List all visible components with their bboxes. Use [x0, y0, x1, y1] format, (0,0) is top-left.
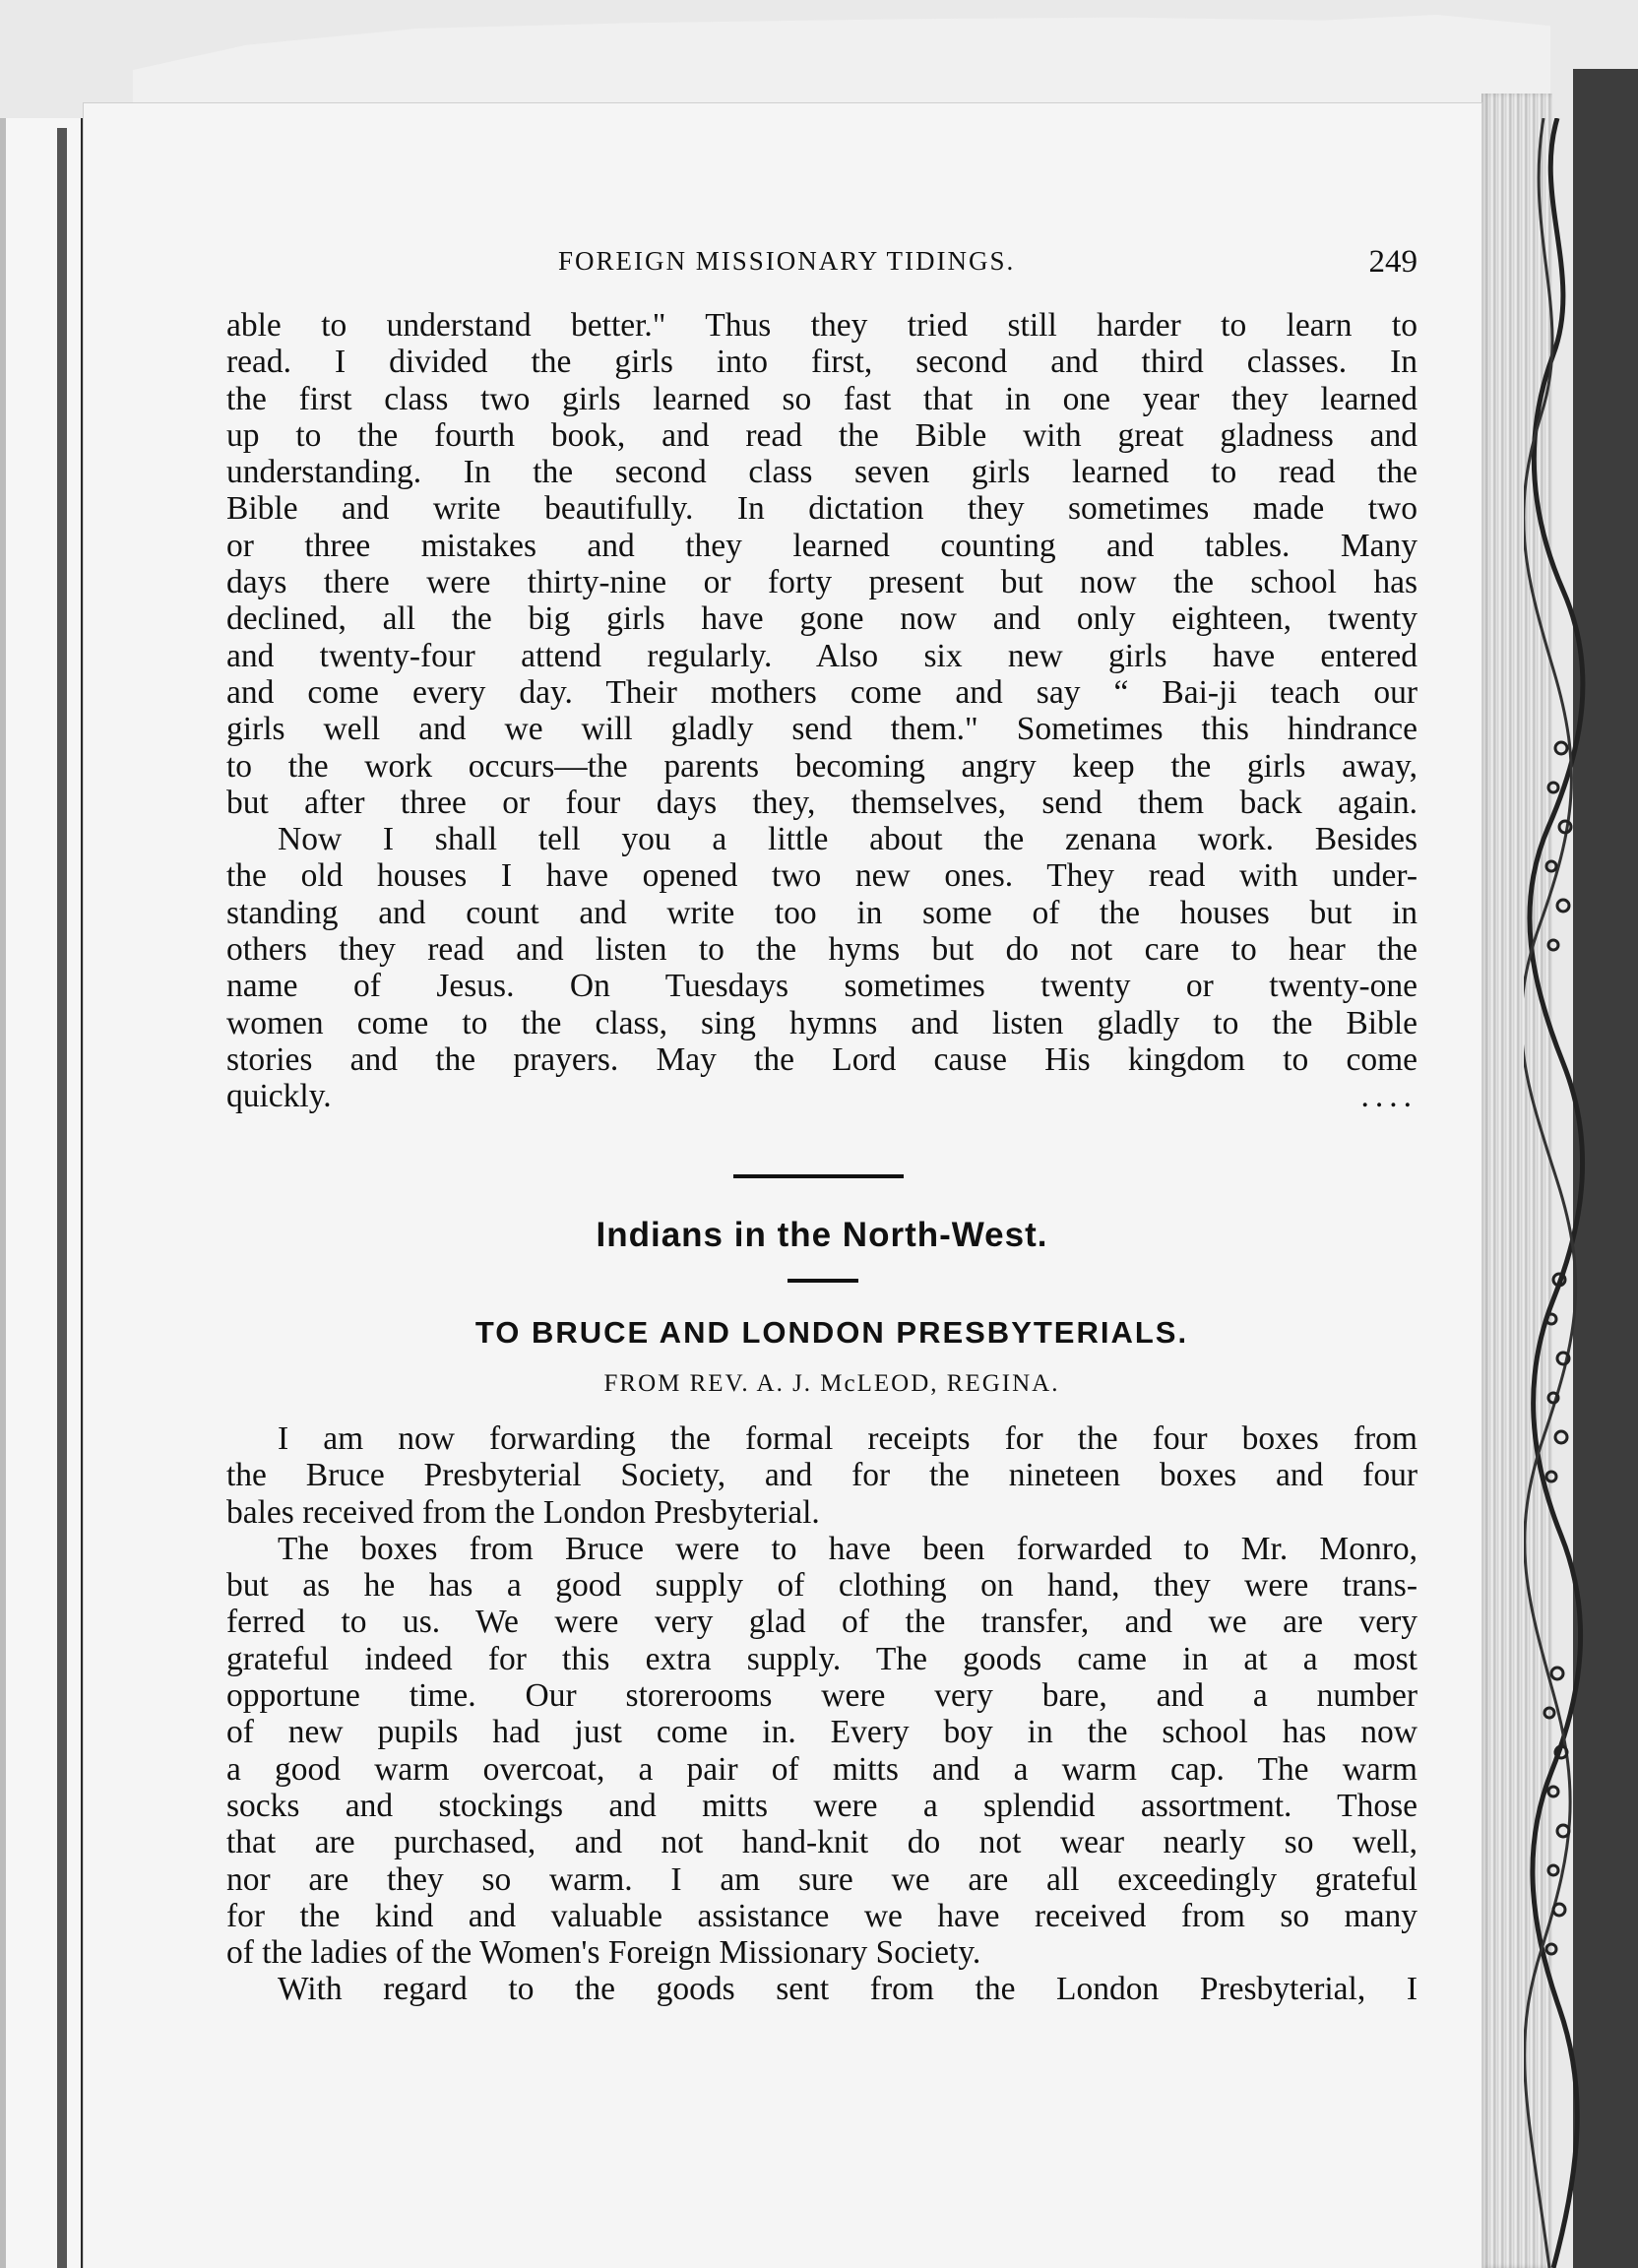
text-line: up to the fourth book, and read the Bible with great gladness and — [226, 416, 1418, 454]
left-gutter-shadow — [0, 118, 6, 2268]
text-line: a good warm overcoat, a pair of mitts and a warm cap. The warm — [226, 1750, 1418, 1788]
text-line: but after three or four days they, themselves, send them back again. — [226, 784, 1418, 821]
text-line: declined, all the big girls have gone now and only eighteen, twenty — [226, 600, 1418, 638]
text-line: and come every day. Their mothers come and say “ Bai-ji teach our — [226, 673, 1418, 711]
text-line: Now I shall tell you a little about the zenana work. Besides — [278, 821, 1418, 858]
article-subheading: TO BRUCE AND LONDON PRESBYTERIALS. — [474, 1315, 1189, 1350]
heading-underline-rule — [788, 1279, 858, 1283]
text-line: With regard to the goods sent from the London Presbyterial, I — [278, 1971, 1418, 2008]
text-line: and twenty-four attend regularly. Also six new girls have entered — [226, 637, 1418, 674]
running-head — [226, 244, 1418, 284]
text-line: or three mistakes and they learned counting and tables. Many — [226, 527, 1418, 564]
text-line: socks and stockings and mitts were a splendid assortment. Those — [226, 1787, 1418, 1824]
text-line: days there were thirty-nine or forty present but now the school has — [226, 564, 1418, 601]
text-line: The boxes from Bruce were to have been forwarded to Mr. Monro, — [278, 1530, 1418, 1567]
text-line: to the work occurs—the parents becoming angry keep the girls away, — [226, 747, 1418, 785]
text-line: women come to the class, sing hymns and listen gladly to the Bible — [226, 1004, 1418, 1041]
text-line: quickly. — [226, 1078, 332, 1115]
text-line: understanding. In the second class seven girls learned to read the — [226, 454, 1418, 491]
text-line: read. I divided the girls into first, second and third classes. In — [226, 344, 1418, 381]
text-line: standing and count and write too in some of the houses but in — [226, 894, 1418, 931]
text-line: that are purchased, and not hand-knit do not wear nearly so well, — [226, 1824, 1418, 1861]
ellipsis-marker: .... — [1360, 1078, 1418, 1115]
text-line: name of Jesus. On Tuesdays sometimes twenty or twenty-one — [226, 968, 1418, 1005]
decorative-border-ornament — [1524, 118, 1591, 2268]
text-line: opportune time. Our storerooms were very bare, and a number — [226, 1677, 1418, 1715]
text-line: stories and the prayers. May the Lord cause His kingdom to come — [226, 1040, 1418, 1078]
text-line: grateful indeed for this extra supply. The goods came in at a most — [226, 1640, 1418, 1677]
section-divider-rule — [733, 1174, 904, 1178]
text-line: bales received from the London Presbyterial. — [226, 1493, 820, 1531]
article-body-text — [226, 1420, 1418, 2008]
text-line: for the kind and valuable assistance we have received from so many — [226, 1897, 1418, 1934]
left-page-binding-edge — [57, 128, 67, 2268]
previous-article-text — [226, 307, 1418, 1115]
text-line: the Bruce Presbyterial Society, and for the nineteen boxes and four — [226, 1457, 1418, 1494]
page-number: 249 — [1368, 244, 1418, 280]
text-line: the first class two girls learned so fast that in one year they learned — [226, 380, 1418, 417]
text-line: Bible and write beautifully. In dictation they sometimes made two — [226, 490, 1418, 528]
text-line: the old houses I have opened two new ones. They read with under- — [226, 857, 1418, 895]
text-line: but as he has a good supply of clothing on hand, they were trans- — [226, 1567, 1418, 1605]
text-line-last — [226, 1078, 1418, 1114]
text-line: able to understand better." Thus they tried still harder to learn to — [226, 307, 1418, 344]
text-line: ferred to us. We were very glad of the transfer, and we are very — [226, 1604, 1418, 1641]
running-title: FOREIGN MISSIONARY TIDINGS. — [558, 246, 1016, 276]
text-line: nor are they so warm. I am sure we are all exceedingly grateful — [226, 1860, 1418, 1898]
text-line: others they read and listen to the hyms but do not care to hear the — [226, 931, 1418, 969]
text-line: girls well and we will gladly send them." Sometimes this hindrance — [226, 711, 1418, 748]
article-heading: Indians in the North-West. — [596, 1216, 1048, 1254]
text-line: I am now forwarding the formal receipts for the four boxes from — [278, 1420, 1418, 1457]
text-line: of the ladies of the Women's Foreign Missionary Society. — [226, 1934, 981, 1972]
article-byline: FROM REV. A. J. McLEOD, REGINA. — [603, 1370, 1060, 1397]
text-line: of new pupils had just come in. Every boy in the school has now — [226, 1714, 1418, 1751]
adjacent-left-page — [0, 118, 84, 2268]
